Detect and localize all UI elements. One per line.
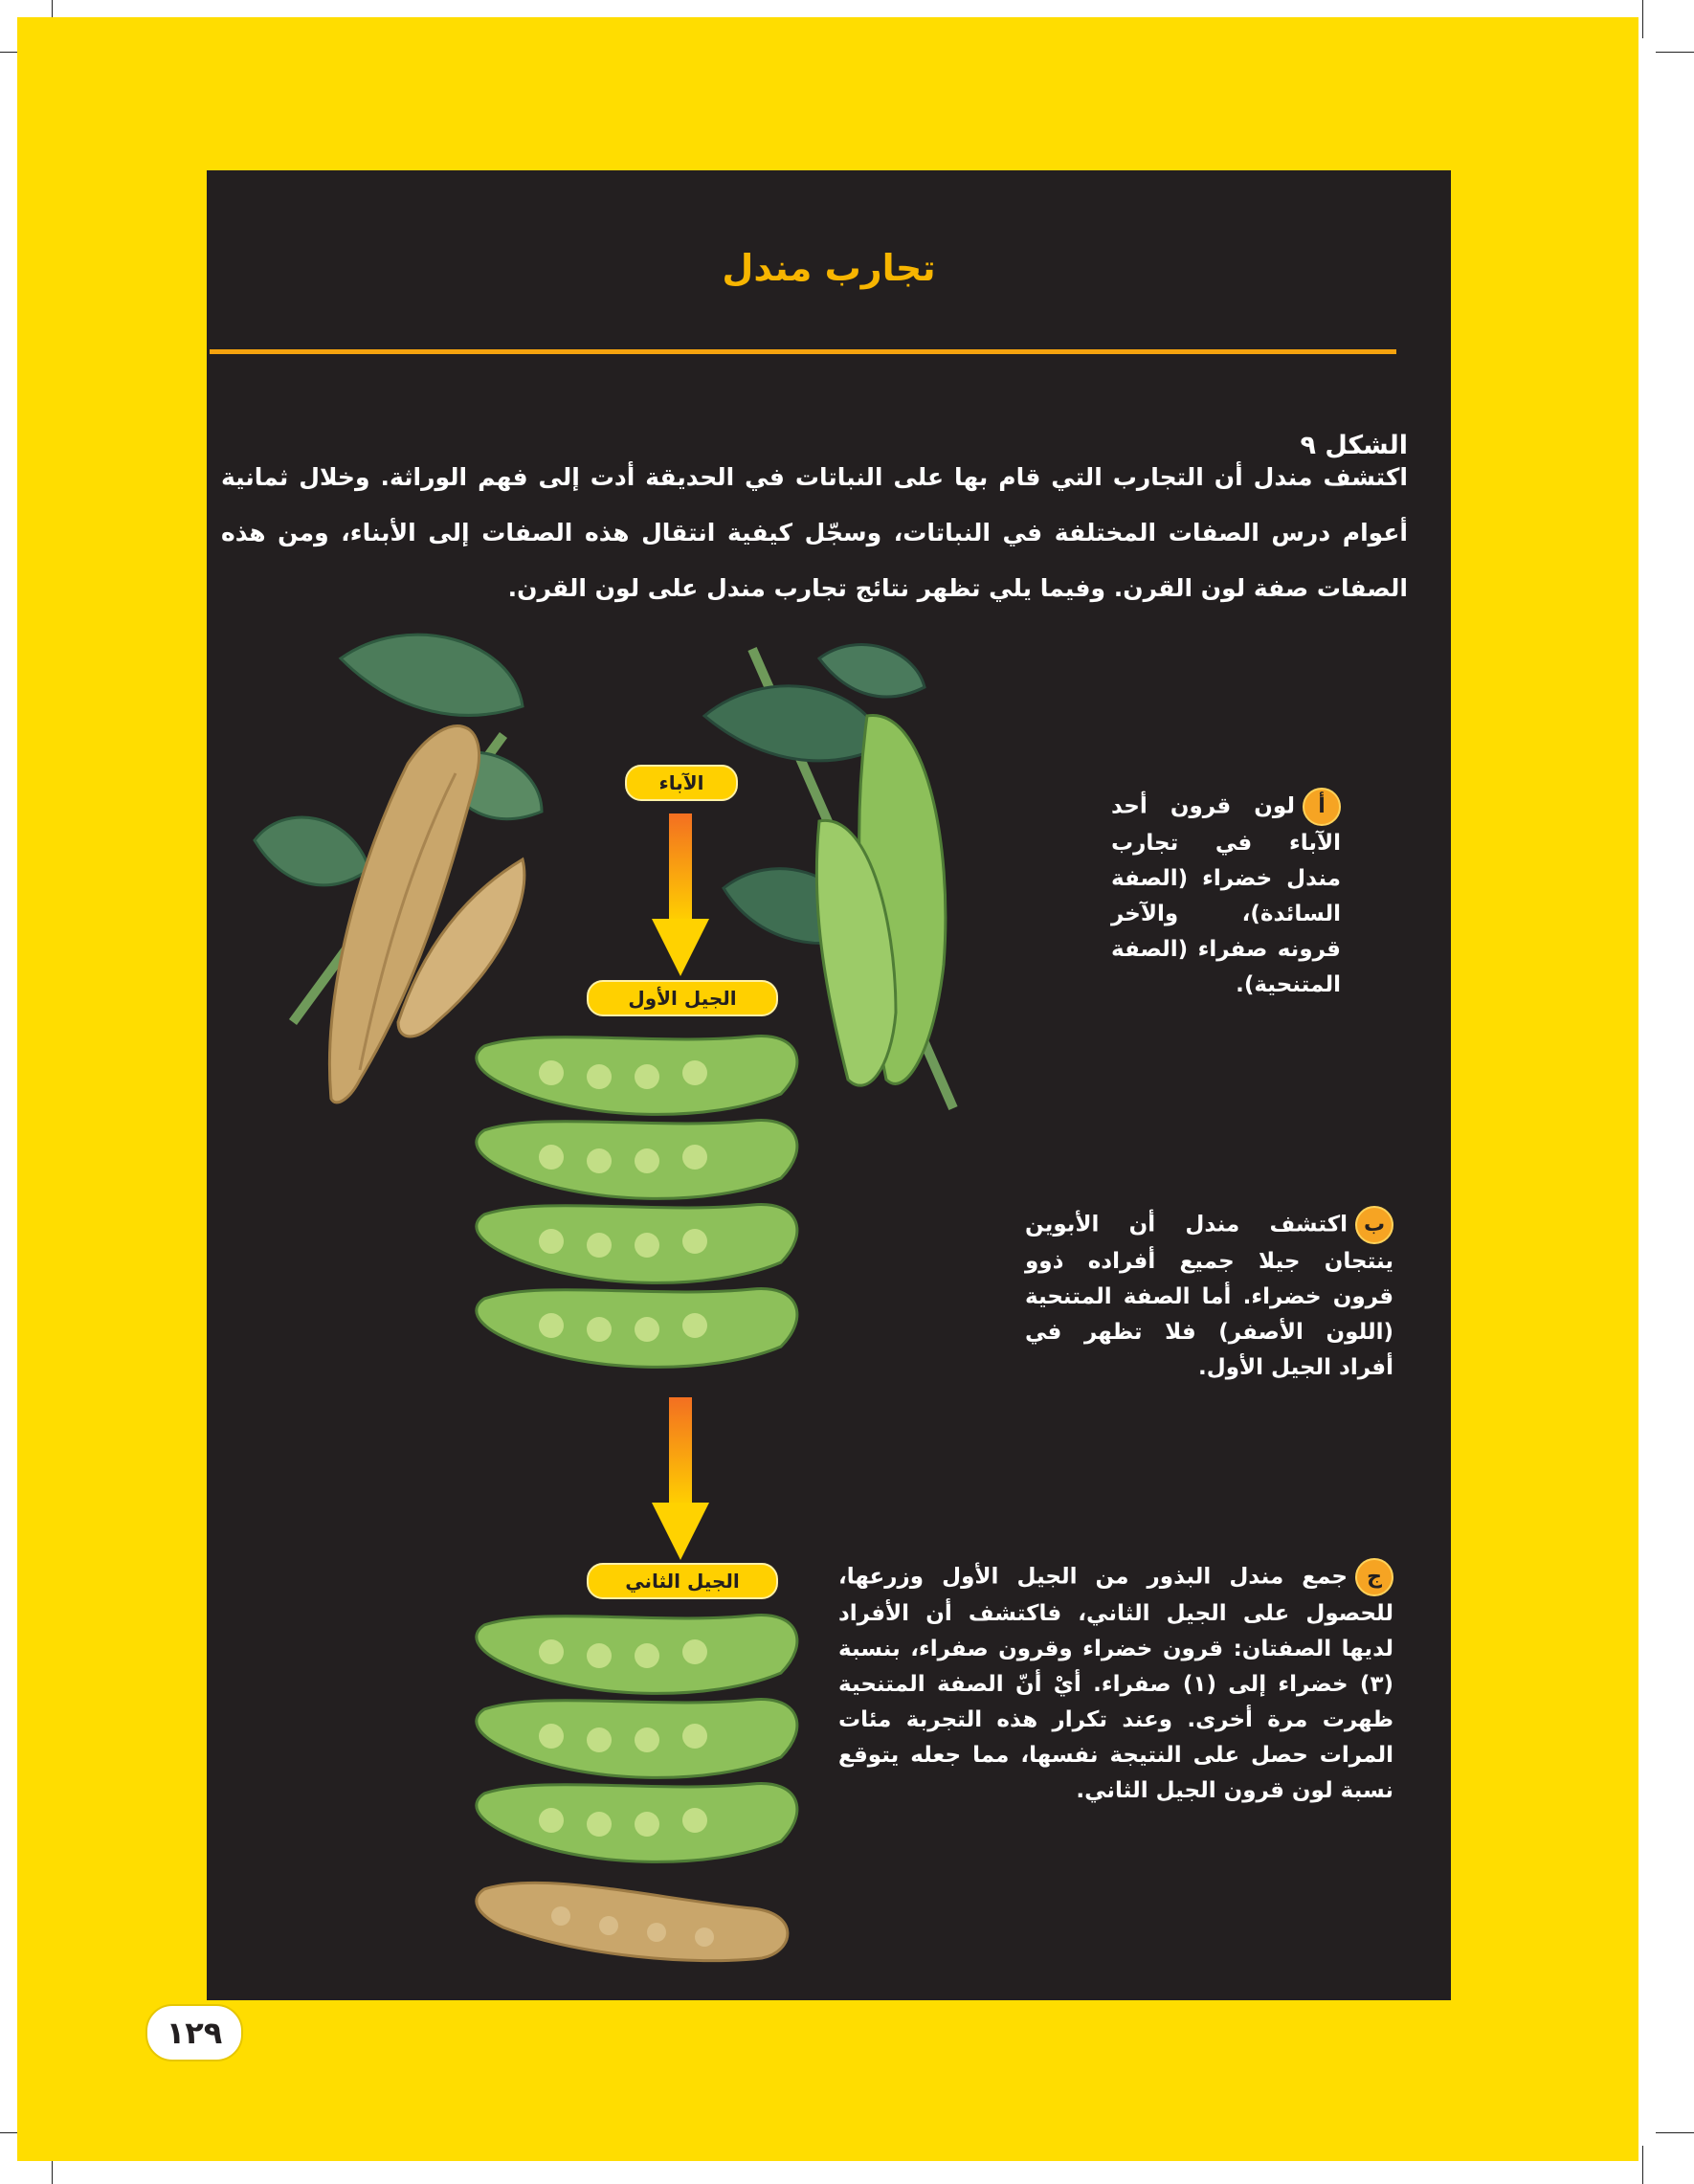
first-generation-pods bbox=[465, 1027, 810, 1381]
page-title: تجارب مندل bbox=[722, 247, 936, 289]
figure-label: الشكل ٩ bbox=[1300, 431, 1408, 460]
note-text: اكتشف مندل أن الأبوين ينتجان جيلا جميع أفراده ذوو قرون خضراء. أما الصفة المتنحية (اللون الأصفر) فلا تظهر في أفراد الجيل الأول. bbox=[1025, 1212, 1393, 1380]
note-badge: ج bbox=[1355, 1558, 1393, 1596]
note-c bbox=[838, 1558, 1393, 1809]
title-divider bbox=[210, 349, 1396, 354]
crop-mark bbox=[1656, 2132, 1694, 2133]
note-text: جمع مندل البذور من الجيل الأول وزرعها، للحصول على الجيل الثاني، فاكتشف أن الأفراد لديها الصفتان: قرون خضراء وقرون صفراء، بنسبة (٣) خضراء إلى (١) صفراء. أيْ أنّ الصفة المتنحية ظهرت مرة أخرى. وعند تكرار هذه التجربة مئات المرات حصل على النتيجة نفسها، مما جعله يتوقع نسبة لون قرون الجيل الثاني. bbox=[838, 1564, 1393, 1803]
green-pod bbox=[477, 1700, 797, 1778]
second-generation-pods bbox=[465, 1606, 810, 1979]
crop-mark bbox=[1656, 52, 1694, 53]
intro-paragraph: اكتشف مندل أن التجارب التي قام بها على النباتات في الحديقة أدت إلى فهم الوراثة. وخلال ثمانية أعوام درس الصفات المختلفة في النباتات، وسجّل كيفية انتقال هذه الصفات إلى الأبناء، ومن هذه الصفات صفة لون القرن. وفيما يلي تظهر نتائج تجارب مندل على لون القرن. bbox=[221, 463, 1408, 602]
crop-mark bbox=[1642, 2146, 1643, 2184]
note-badge: أ bbox=[1303, 788, 1341, 826]
parents-label: الآباء bbox=[625, 765, 738, 801]
green-pod bbox=[477, 1205, 797, 1283]
note-a bbox=[1111, 788, 1341, 1003]
green-pod bbox=[477, 1289, 797, 1368]
second-generation-label: الجيل الثاني bbox=[587, 1563, 778, 1599]
content-panel bbox=[207, 170, 1451, 2000]
note-badge: ب bbox=[1355, 1206, 1393, 1244]
green-pod bbox=[477, 1121, 797, 1199]
page-number: ١٢٩ bbox=[145, 2004, 243, 2061]
green-pod bbox=[477, 1616, 797, 1694]
first-generation-label: الجيل الأول bbox=[587, 980, 778, 1016]
yellow-pod bbox=[477, 1883, 788, 1960]
note-b bbox=[1025, 1206, 1393, 1386]
green-pod bbox=[477, 1784, 797, 1862]
crop-mark bbox=[1642, 0, 1643, 38]
down-arrow-icon bbox=[652, 1397, 709, 1560]
note-text: لون قرون أحد الآباء في تجارب مندل خضراء (الصفة السائدة)، والآخر قرونه صفراء (الصفة المتنحية). bbox=[1111, 793, 1341, 997]
green-pod bbox=[477, 1036, 797, 1115]
down-arrow-icon bbox=[652, 813, 709, 976]
